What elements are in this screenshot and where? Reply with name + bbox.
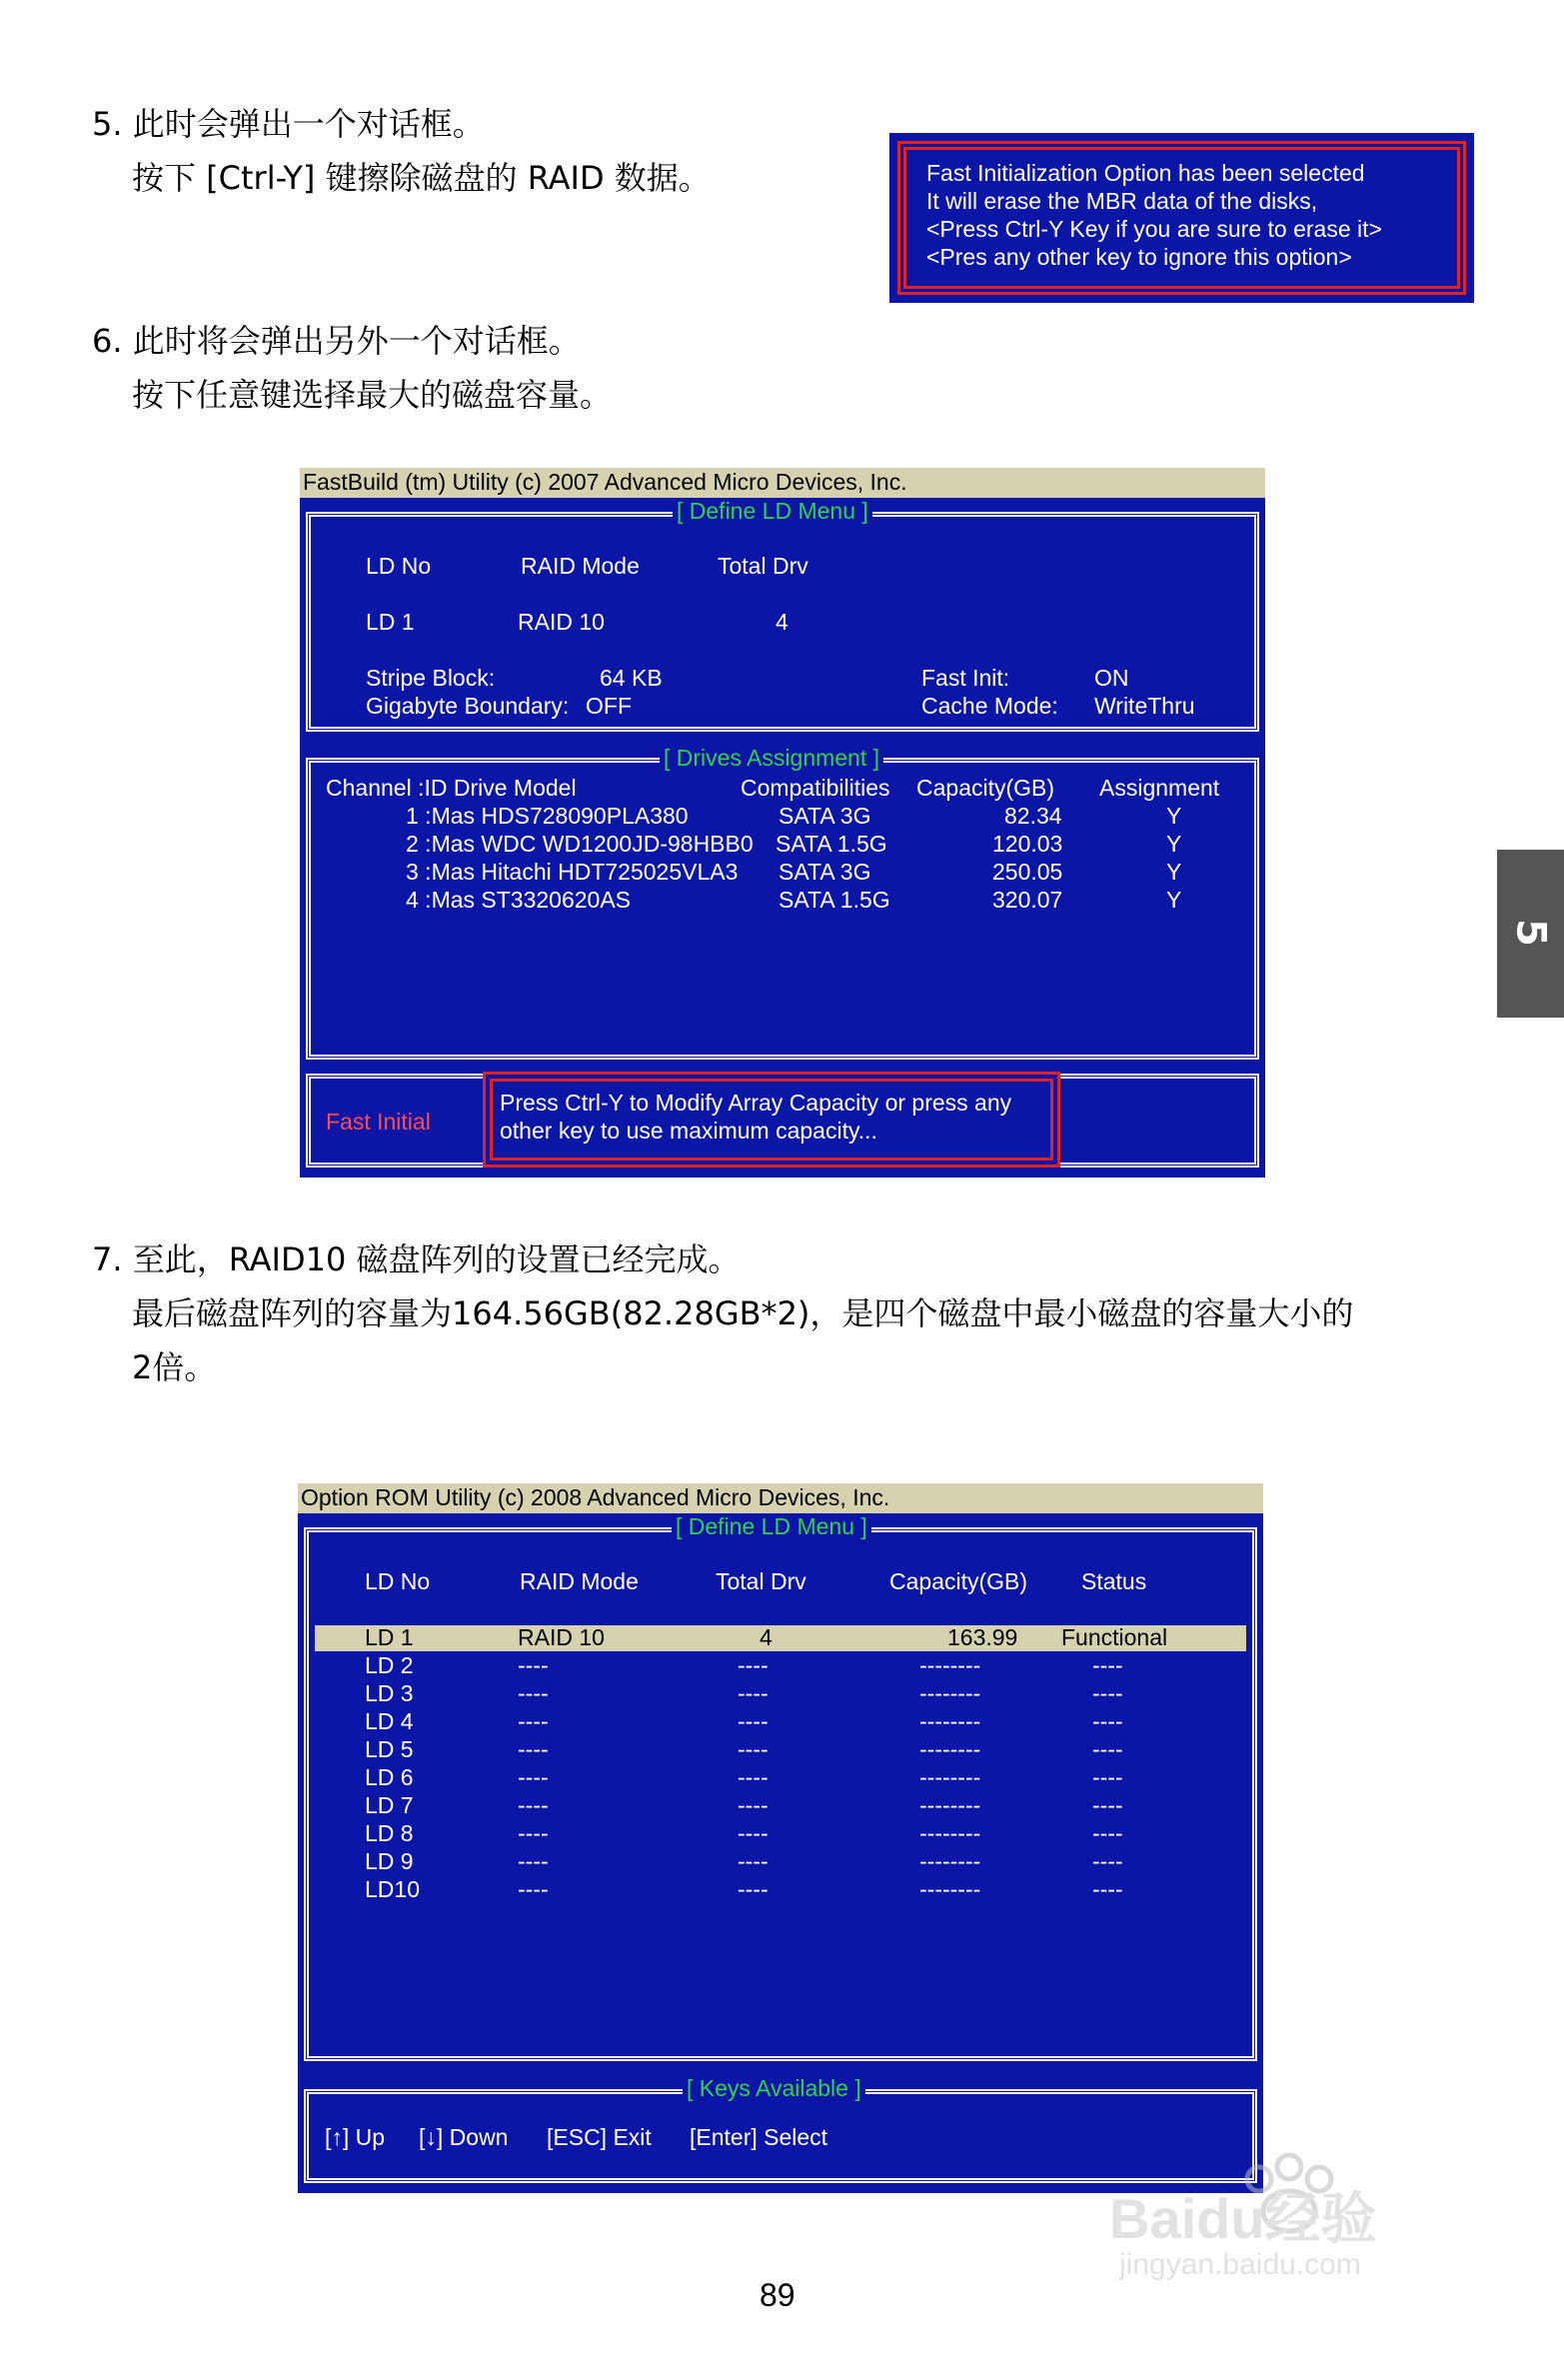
col-raid-mode: RAID Mode	[520, 1568, 639, 1594]
raid-cell: ----	[518, 1680, 549, 1706]
fastbuild-screen	[300, 468, 1265, 1178]
col-compat: Compatibilities	[741, 775, 890, 801]
raid-cell: ----	[518, 1820, 549, 1846]
fastinit-label: Fast Init:	[921, 665, 1010, 691]
raid-cell: RAID 10	[518, 1624, 605, 1650]
drive-cap: 120.03	[992, 831, 1063, 857]
dialog-line: <Pres any other key to ignore this option>	[926, 244, 1352, 270]
drive-assign: Y	[1166, 803, 1182, 829]
baidu-watermark	[1109, 2149, 1479, 2279]
raid-value: RAID 10	[518, 609, 605, 635]
drive-cap: 82.34	[1004, 803, 1062, 829]
col-assign: Assignment	[1099, 775, 1220, 801]
drive-assign: Y	[1166, 859, 1182, 885]
cap-cell: --------	[919, 1736, 981, 1762]
key-exit: [ESC] Exit	[547, 2124, 652, 2150]
define-ld-header: [ Define LD Menu ]	[672, 1513, 871, 1539]
raid-cell: ----	[518, 1764, 549, 1790]
raid-cell: ----	[518, 1792, 549, 1818]
ld-value: LD 1	[366, 609, 415, 635]
erase-dialog	[889, 133, 1474, 303]
chapter-tab: 5	[1497, 850, 1564, 1018]
drive-id: 3 :Mas Hitachi HDT725025VLA3	[406, 859, 739, 885]
status-cell: ----	[1092, 1652, 1123, 1678]
fastinit-value: ON	[1094, 665, 1129, 691]
screen-title: Option ROM Utility (c) 2008 Advanced Micro Devices, Inc.	[298, 1483, 1263, 1513]
drv-cell: ----	[738, 1820, 769, 1846]
ld-cell: LD 8	[365, 1820, 414, 1846]
ld-cell: LD 2	[365, 1652, 414, 1678]
option-rom-screen	[298, 1483, 1263, 2193]
drv-cell: ----	[738, 1736, 769, 1762]
drv-cell: 4	[760, 1624, 773, 1650]
status-cell: ----	[1092, 1820, 1123, 1846]
status-cell: ----	[1092, 1680, 1123, 1706]
drive-compat: SATA 1.5G	[776, 831, 887, 857]
screen-title: FastBuild (tm) Utility (c) 2007 Advanced Micro Devices, Inc.	[300, 468, 1265, 498]
ld-cell: LD 5	[365, 1736, 414, 1762]
ld-cell: LD10	[365, 1876, 420, 1902]
raid-cell: ----	[518, 1876, 549, 1902]
drive-id: 4 :Mas ST3320620AS	[406, 887, 632, 913]
drive-cap: 250.05	[992, 859, 1063, 885]
col-channel: Channel :ID Drive Model	[326, 775, 577, 801]
cap-cell: --------	[919, 1820, 981, 1846]
drv-cell: ----	[738, 1876, 769, 1902]
step7-line1: 7. 至此，RAID10 磁盘阵列的设置已经完成。	[92, 1240, 741, 1278]
col-total-drv: Total Drv	[716, 1568, 806, 1594]
col-status: Status	[1081, 1568, 1147, 1594]
gb-label: Gigabyte Boundary:	[366, 693, 570, 719]
ld-cell: LD 6	[365, 1764, 414, 1790]
stripe-label: Stripe Block:	[366, 665, 496, 691]
col-ld-no: LD No	[365, 1568, 431, 1594]
col-raid-mode: RAID Mode	[521, 553, 640, 579]
step6-line1: 6. 此时将会弹出另外一个对话框。	[92, 322, 581, 360]
prompt-line: Press Ctrl-Y to Modify Array Capacity or press any	[500, 1090, 1012, 1116]
fast-initial-label: Fast Initial	[326, 1109, 431, 1135]
drive-compat: SATA 3G	[779, 803, 871, 829]
key-up: [↑] Up	[325, 2124, 386, 2150]
step5-line1: 5. 此时会弹出一个对话框。	[92, 105, 485, 143]
status-cell: ----	[1092, 1876, 1123, 1902]
drv-cell: ----	[738, 1848, 769, 1874]
raid-cell: ----	[518, 1736, 549, 1762]
step7-line3: 2倍。	[132, 1348, 217, 1386]
keys-header: [ Keys Available ]	[683, 2075, 865, 2101]
key-select: [Enter] Select	[690, 2124, 828, 2150]
dialog-line: Fast Initialization Option has been selected	[926, 160, 1365, 186]
cap-cell: --------	[919, 1652, 981, 1678]
drive-compat: SATA 3G	[779, 859, 871, 885]
dialog-line: It will erase the MBR data of the disks,	[926, 188, 1318, 214]
prompt-line: other key to use maximum capacity...	[500, 1118, 877, 1144]
col-ld-no: LD No	[366, 553, 432, 579]
cap-cell: --------	[919, 1848, 981, 1874]
drv-value: 4	[776, 609, 788, 635]
drive-id: 1 :Mas HDS728090PLA380	[406, 803, 689, 829]
drives-header: [ Drives Assignment ]	[660, 745, 883, 771]
watermark-url: jingyan.baidu.com	[1119, 2248, 1361, 2281]
cap-cell: --------	[919, 1680, 981, 1706]
cap-cell: --------	[919, 1876, 981, 1902]
cap-cell: --------	[919, 1792, 981, 1818]
drive-assign: Y	[1166, 887, 1182, 913]
drv-cell: ----	[738, 1680, 769, 1706]
drive-assign: Y	[1166, 831, 1182, 857]
key-down: [↓] Down	[419, 2124, 509, 2150]
status-cell: ----	[1092, 1764, 1123, 1790]
ld-cell: LD 1	[365, 1624, 414, 1650]
drv-cell: ----	[738, 1708, 769, 1734]
drv-cell: ----	[738, 1764, 769, 1790]
col-total-drv: Total Drv	[718, 553, 808, 579]
ld-cell: LD 4	[365, 1708, 414, 1734]
cache-label: Cache Mode:	[921, 693, 1058, 719]
step7-line2: 最后磁盘阵列的容量为164.56GB(82.28GB*2)，是四个磁盘中最小磁盘的容量大小的	[132, 1294, 1354, 1332]
step5-line2: 按下 [Ctrl-Y] 键擦除磁盘的 RAID 数据。	[132, 159, 711, 197]
ld-cell: LD 3	[365, 1680, 414, 1706]
dialog-line: <Press Ctrl-Y Key if you are sure to erase it>	[926, 216, 1382, 242]
cap-cell: --------	[919, 1708, 981, 1734]
status-cell: ----	[1092, 1708, 1123, 1734]
status-cell: Functional	[1061, 1624, 1168, 1650]
col-capacity: Capacity(GB)	[889, 1568, 1028, 1594]
capacity-prompt	[483, 1072, 1060, 1168]
page-number: 89	[760, 2277, 795, 2313]
ld-cell: LD 7	[365, 1792, 414, 1818]
cap-cell: 163.99	[947, 1624, 1018, 1650]
stripe-value: 64 KB	[600, 665, 663, 691]
status-cell: ----	[1092, 1848, 1123, 1874]
drive-compat: SATA 1.5G	[779, 887, 890, 913]
step6-line2: 按下任意键选择最大的磁盘容量。	[132, 376, 613, 414]
define-ld-header: [ Define LD Menu ]	[673, 498, 872, 524]
cap-cell: --------	[919, 1764, 981, 1790]
raid-cell: ----	[518, 1848, 549, 1874]
gb-value: OFF	[586, 693, 632, 719]
drive-id: 2 :Mas WDC WD1200JD-98HBB0	[406, 831, 754, 857]
col-capacity: Capacity(GB)	[916, 775, 1055, 801]
drv-cell: ----	[738, 1792, 769, 1818]
drive-cap: 320.07	[992, 887, 1063, 913]
ld-cell: LD 9	[365, 1848, 414, 1874]
raid-cell: ----	[518, 1708, 549, 1734]
status-cell: ----	[1092, 1792, 1123, 1818]
cache-value: WriteThru	[1094, 693, 1195, 719]
raid-cell: ----	[518, 1652, 549, 1678]
drv-cell: ----	[738, 1652, 769, 1678]
status-cell: ----	[1092, 1736, 1123, 1762]
watermark-brand: Baidu经验	[1109, 2187, 1377, 2250]
